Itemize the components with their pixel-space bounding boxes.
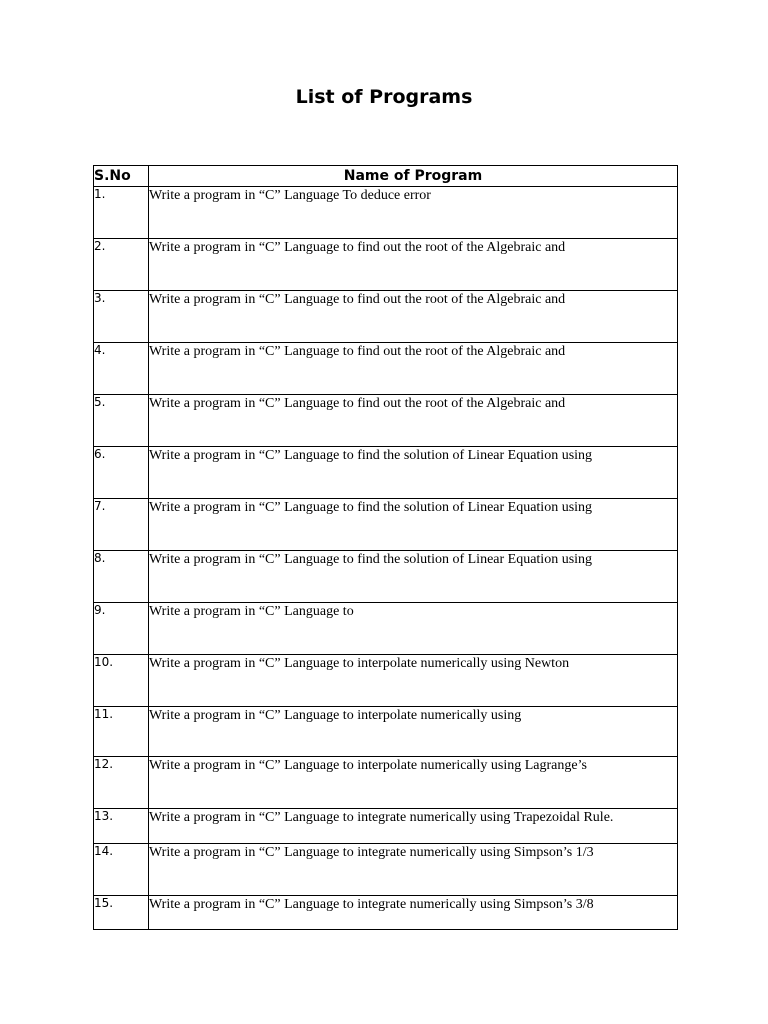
table-row bbox=[94, 809, 678, 844]
row-sno: 6. bbox=[94, 447, 149, 499]
table-row bbox=[94, 707, 678, 757]
table-row bbox=[94, 187, 678, 239]
row-program-name: Write a program in “C” Language to bbox=[149, 603, 678, 655]
table-row bbox=[94, 551, 678, 603]
row-sno: 1. bbox=[94, 187, 149, 239]
row-sno: 4. bbox=[94, 343, 149, 395]
table-row bbox=[94, 395, 678, 447]
row-sno: 7. bbox=[94, 499, 149, 551]
row-program-name: Write a program in “C” Language to integrate numerically using Trapezoidal Rule. bbox=[149, 809, 678, 844]
table-row bbox=[94, 655, 678, 707]
table-row bbox=[94, 291, 678, 343]
row-sno: 15. bbox=[94, 896, 149, 930]
row-program-name: Write a program in “C” Language to integrate numerically using Simpson’s 1/3 bbox=[149, 844, 678, 896]
row-sno: 14. bbox=[94, 844, 149, 896]
row-sno: 8. bbox=[94, 551, 149, 603]
row-program-name: Write a program in “C” Language to find the solution of Linear Equation using bbox=[149, 551, 678, 603]
row-program-name: Write a program in “C” Language to find the solution of Linear Equation using bbox=[149, 499, 678, 551]
row-sno: 9. bbox=[94, 603, 149, 655]
row-sno: 2. bbox=[94, 239, 149, 291]
table-row bbox=[94, 239, 678, 291]
table-row bbox=[94, 844, 678, 896]
row-sno: 5. bbox=[94, 395, 149, 447]
row-program-name: Write a program in “C” Language to find out the root of the Algebraic and bbox=[149, 291, 678, 343]
table-header-row bbox=[94, 166, 678, 187]
row-program-name: Write a program in “C” Language To deduce error bbox=[149, 187, 678, 239]
table-row bbox=[94, 896, 678, 930]
row-sno: 10. bbox=[94, 655, 149, 707]
row-program-name: Write a program in “C” Language to interpolate numerically using bbox=[149, 707, 678, 757]
row-program-name: Write a program in “C” Language to find the solution of Linear Equation using bbox=[149, 447, 678, 499]
row-sno: 13. bbox=[94, 809, 149, 844]
table-row bbox=[94, 499, 678, 551]
row-program-name: Write a program in “C” Language to interpolate numerically using Lagrange’s bbox=[149, 757, 678, 809]
row-program-name: Write a program in “C” Language to find out the root of the Algebraic and bbox=[149, 343, 678, 395]
header-program-name: Name of Program bbox=[149, 166, 678, 187]
header-sno: S.No bbox=[94, 166, 149, 187]
row-sno: 11. bbox=[94, 707, 149, 757]
row-program-name: Write a program in “C” Language to integrate numerically using Simpson’s 3/8 bbox=[149, 896, 678, 930]
page-title: List of Programs bbox=[295, 86, 473, 108]
row-sno: 3. bbox=[94, 291, 149, 343]
row-program-name: Write a program in “C” Language to find out the root of the Algebraic and bbox=[149, 395, 678, 447]
row-program-name: Write a program in “C” Language to interpolate numerically using Newton bbox=[149, 655, 678, 707]
table-row bbox=[94, 603, 678, 655]
row-program-name: Write a program in “C” Language to find out the root of the Algebraic and bbox=[149, 239, 678, 291]
programs-table bbox=[93, 165, 678, 930]
table-row bbox=[94, 757, 678, 809]
row-sno: 12. bbox=[94, 757, 149, 809]
table-row bbox=[94, 343, 678, 395]
table-row bbox=[94, 447, 678, 499]
